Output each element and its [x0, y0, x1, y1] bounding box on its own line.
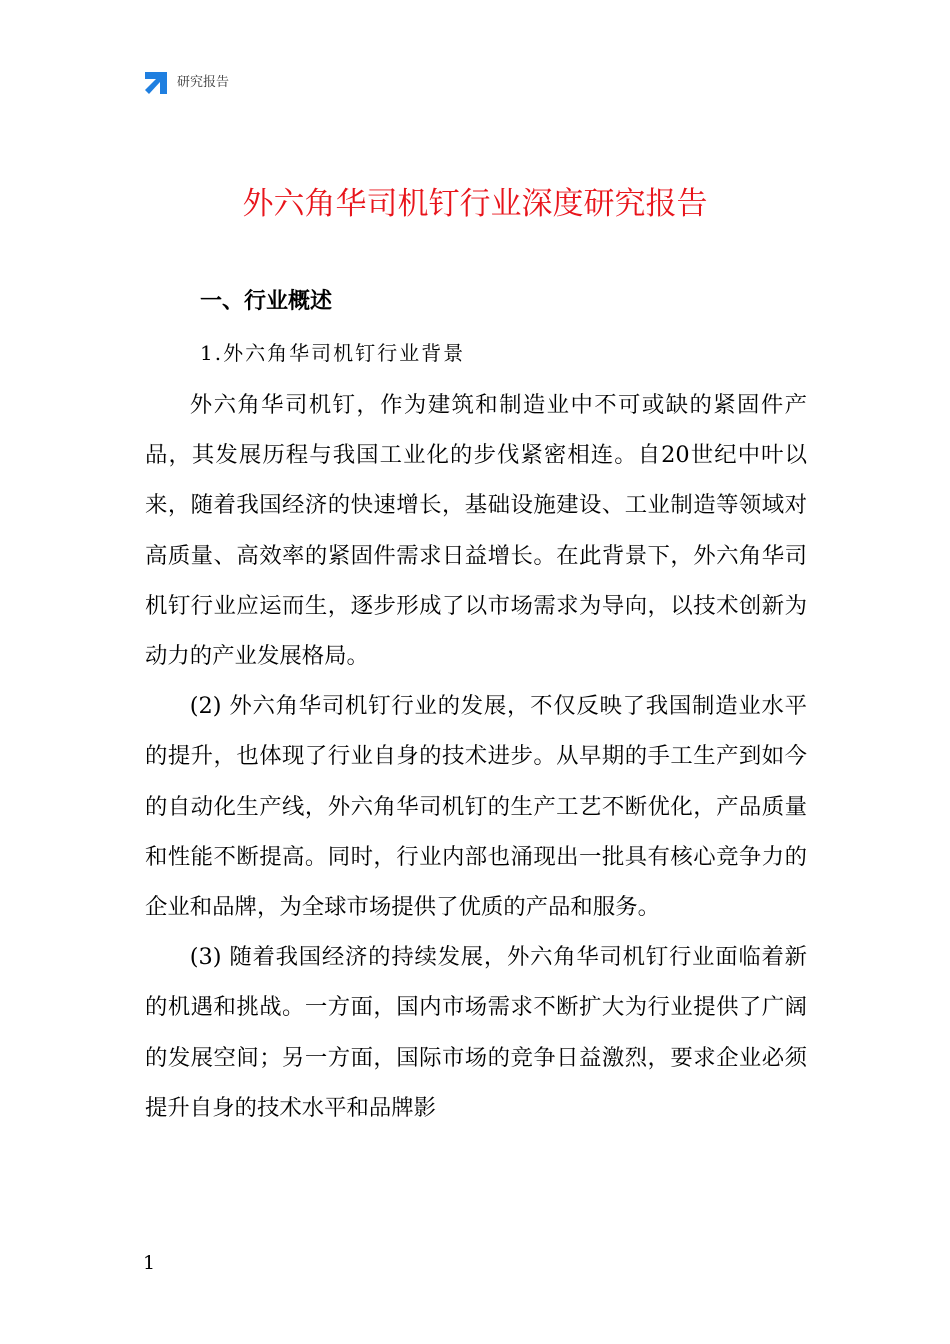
arrow-logo-icon — [143, 70, 169, 96]
section-heading: 一、行业概述 — [200, 289, 333, 314]
paragraph-1: 外六角华司机钉，作为建筑和制造业中不可或缺的紧固件产品，其发展历程与我国工业化的步伐紧密相连。自20世纪中叶以来，随着我国经济的快速增长，基础设施建设、工业制造等领域对高质量、高效率的紧固件需求日益增长。在此背景下，外六角华司机钉行业应运而生，逐步形成了以市场需求为导向，以技术创新为动力的产业发展格局。 — [145, 392, 807, 670]
page-header — [143, 70, 229, 96]
body-text — [145, 380, 807, 1133]
paragraph-2: (2) 外六角华司机钉行业的发展，不仅反映了我国制造业水平的提升，也体现了行业自身的技术进步。从早期的手工生产到如今的自动化生产线，外六角华司机钉的生产工艺不断优化，产品质量和性能不断提高。同时，行业内部也涌现出一批具有核心竞争力的企业和品牌，为全球市场提供了优质的产品和服务。 — [145, 693, 807, 921]
sub-heading: 1.外六角华司机钉行业背景 — [200, 341, 466, 365]
document-title: 外六角华司机钉行业深度研究报告 — [242, 186, 708, 222]
header-label: 研究报告 — [177, 75, 230, 90]
paragraph-3: (3) 随着我国经济的持续发展，外六角华司机钉行业面临着新的机遇和挑战。一方面，国内市场需求不断扩大为行业提供了广阔的发展空间；另一方面，国际市场的竞争日益激烈，要求企业必须提升自身的技术水平和品牌影 — [145, 944, 807, 1121]
page-number: 1 — [143, 1252, 156, 1274]
